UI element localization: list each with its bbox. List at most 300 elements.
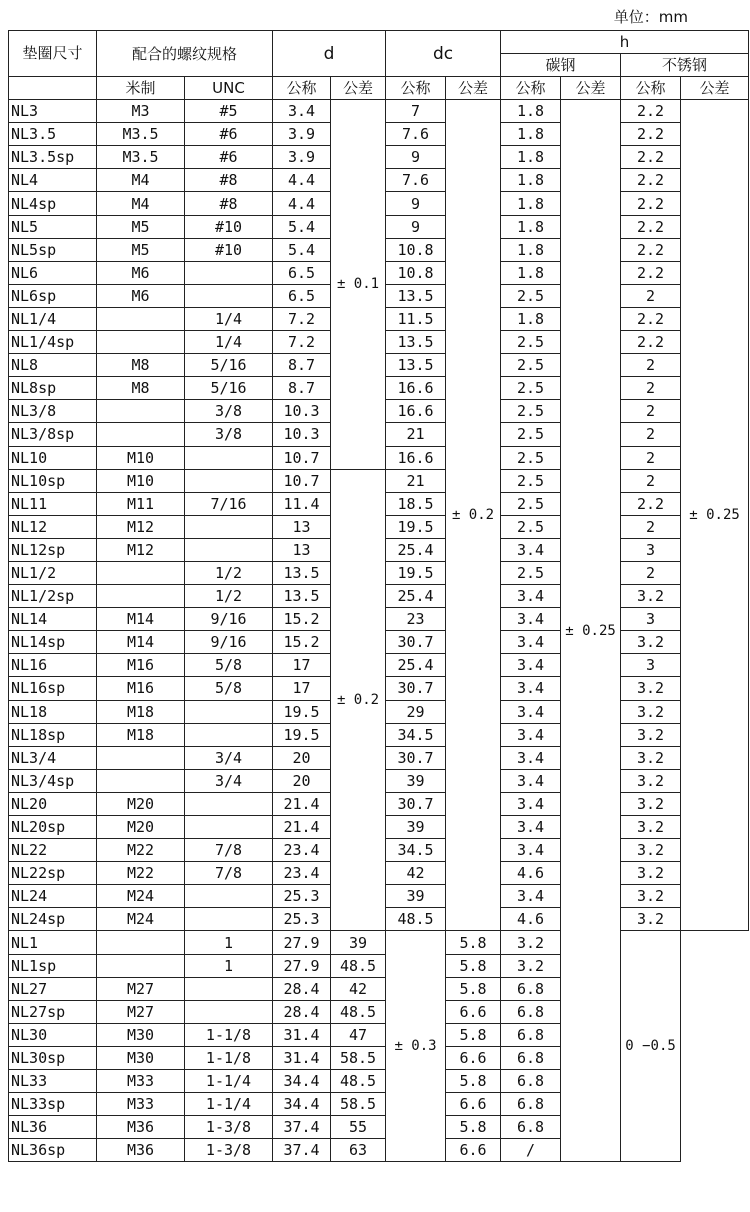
dc-tolerance-cell: ± 0.2 bbox=[446, 100, 501, 931]
h-stainless-nominal-cell: 3.2 bbox=[621, 792, 681, 815]
h-stainless-nominal-cell: 3.2 bbox=[621, 839, 681, 862]
washer-size-cell: NL24sp bbox=[9, 908, 97, 931]
h-stainless-nominal-cell: 2.2 bbox=[621, 215, 681, 238]
unc-thread-cell bbox=[185, 792, 273, 815]
h-stainless-nominal-cell: 3.2 bbox=[621, 677, 681, 700]
h-stainless-nominal-cell: 2.2 bbox=[621, 192, 681, 215]
metric-thread-cell: M3.5 bbox=[97, 146, 185, 169]
metric-thread-cell bbox=[97, 561, 185, 584]
metric-thread-cell: M12 bbox=[97, 515, 185, 538]
metric-thread-cell: M5 bbox=[97, 238, 185, 261]
unc-thread-cell: 1/2 bbox=[185, 585, 273, 608]
washer-size-cell: NL14sp bbox=[9, 631, 97, 654]
washer-size-cell: NL3/4sp bbox=[9, 769, 97, 792]
d-nominal-cell: 8.7 bbox=[273, 354, 331, 377]
dc-nominal-cell: 29 bbox=[386, 700, 446, 723]
dc-nominal-cell: 30.7 bbox=[386, 631, 446, 654]
metric-thread-cell bbox=[97, 954, 185, 977]
d-tolerance-cell: ± 0.2 bbox=[331, 469, 386, 931]
h-carbon-nominal-cell: 2.5 bbox=[501, 469, 561, 492]
washer-size-cell: NL3 bbox=[9, 100, 97, 123]
h-stainless-nominal-cell: 2 bbox=[621, 515, 681, 538]
d-nominal-cell: 3.9 bbox=[273, 146, 331, 169]
h-carbon-tolerance-cell: ± 0.25 bbox=[561, 100, 621, 1162]
dc-nominal-cell: 16.6 bbox=[386, 377, 446, 400]
h-stainless-nominal-cell: 3.2 bbox=[621, 700, 681, 723]
d-nominal-cell: 5.4 bbox=[273, 215, 331, 238]
d-nominal-cell: 23.4 bbox=[273, 862, 331, 885]
h-carbon-nominal-cell: 1.8 bbox=[501, 192, 561, 215]
washer-size-cell: NL18sp bbox=[9, 723, 97, 746]
unc-thread-cell bbox=[185, 700, 273, 723]
d-nominal-cell: 21.4 bbox=[273, 816, 331, 839]
d-nominal-cell: 4.4 bbox=[273, 169, 331, 192]
h-stainless-nominal-cell: 6.8 bbox=[501, 977, 561, 1000]
washer-size-cell: NL8sp bbox=[9, 377, 97, 400]
metric-thread-cell: M8 bbox=[97, 377, 185, 400]
dc-nominal-cell: 9 bbox=[386, 146, 446, 169]
unc-thread-cell: 9/16 bbox=[185, 608, 273, 631]
washer-size-cell: NL18 bbox=[9, 700, 97, 723]
h-carbon-nominal-cell: 6.6 bbox=[446, 1093, 501, 1116]
h-stainless-nominal-cell: 3 bbox=[621, 538, 681, 561]
d-nominal-cell: 7.2 bbox=[273, 331, 331, 354]
metric-thread-cell: M36 bbox=[97, 1116, 185, 1139]
header-washer-size: 垫圈尺寸 bbox=[9, 31, 97, 77]
d-nominal-cell: 34.4 bbox=[273, 1093, 331, 1116]
unc-thread-cell: 3/4 bbox=[185, 746, 273, 769]
unc-thread-cell: 7/16 bbox=[185, 492, 273, 515]
metric-thread-cell bbox=[97, 423, 185, 446]
washer-size-cell: NL1/4 bbox=[9, 307, 97, 330]
d-nominal-cell: 21.4 bbox=[273, 792, 331, 815]
h-stainless-nominal-cell: 3.2 bbox=[621, 862, 681, 885]
unc-thread-cell: #8 bbox=[185, 169, 273, 192]
metric-thread-cell: M30 bbox=[97, 1023, 185, 1046]
metric-thread-cell bbox=[97, 931, 185, 954]
metric-thread-cell: M10 bbox=[97, 446, 185, 469]
dc-tolerance-cell: ± 0.3 bbox=[386, 931, 446, 1162]
h-stainless-nominal-cell: 3 bbox=[621, 654, 681, 677]
d-nominal-cell: 20 bbox=[273, 746, 331, 769]
dc-nominal-cell: 10.8 bbox=[386, 238, 446, 261]
h-carbon-nominal-cell: 2.5 bbox=[501, 515, 561, 538]
h-carbon-nominal-cell: 3.4 bbox=[501, 538, 561, 561]
dc-nominal-cell: 7 bbox=[386, 100, 446, 123]
h-stainless-nominal-cell: 2 bbox=[621, 561, 681, 584]
h-carbon-nominal-cell: 4.6 bbox=[501, 862, 561, 885]
h-carbon-nominal-cell: 2.5 bbox=[501, 561, 561, 584]
h-carbon-nominal-cell: 1.8 bbox=[501, 307, 561, 330]
unc-thread-cell: 1-3/8 bbox=[185, 1139, 273, 1162]
d-nominal-cell: 27.9 bbox=[273, 954, 331, 977]
d-nominal-cell: 20 bbox=[273, 769, 331, 792]
washer-size-cell: NL1 bbox=[9, 931, 97, 954]
h-stainless-nominal-cell: 6.8 bbox=[501, 1023, 561, 1046]
washer-size-cell: NL1/2 bbox=[9, 561, 97, 584]
h-stainless-nominal-cell: 2.2 bbox=[621, 123, 681, 146]
h-stainless-nominal-cell: 6.8 bbox=[501, 1116, 561, 1139]
h-carbon-nominal-cell: 5.8 bbox=[446, 1116, 501, 1139]
d-nominal-cell: 3.4 bbox=[273, 100, 331, 123]
unc-thread-cell: 3/8 bbox=[185, 400, 273, 423]
washer-size-cell: NL10 bbox=[9, 446, 97, 469]
washer-size-cell: NL16sp bbox=[9, 677, 97, 700]
d-nominal-cell: 10.3 bbox=[273, 423, 331, 446]
unc-thread-cell: #8 bbox=[185, 192, 273, 215]
d-nominal-cell: 17 bbox=[273, 677, 331, 700]
header-h-carbon-nominal: 公称 bbox=[501, 77, 561, 100]
dc-nominal-cell: 30.7 bbox=[386, 792, 446, 815]
header-d-tolerance: 公差 bbox=[331, 77, 386, 100]
h-carbon-nominal-cell: 1.8 bbox=[501, 146, 561, 169]
h-carbon-nominal-cell: 2.5 bbox=[501, 331, 561, 354]
h-stainless-nominal-cell: 6.8 bbox=[501, 1046, 561, 1069]
dc-nominal-cell: 58.5 bbox=[331, 1093, 386, 1116]
d-nominal-cell: 19.5 bbox=[273, 723, 331, 746]
dc-nominal-cell: 39 bbox=[386, 769, 446, 792]
washer-size-cell: NL4 bbox=[9, 169, 97, 192]
h-carbon-nominal-cell: 3.4 bbox=[501, 631, 561, 654]
d-nominal-cell: 6.5 bbox=[273, 284, 331, 307]
d-nominal-cell: 34.4 bbox=[273, 1070, 331, 1093]
dc-nominal-cell: 7.6 bbox=[386, 123, 446, 146]
washer-size-cell: NL33 bbox=[9, 1070, 97, 1093]
dc-nominal-cell: 9 bbox=[386, 192, 446, 215]
dc-nominal-cell: 18.5 bbox=[386, 492, 446, 515]
washer-size-cell: NL6 bbox=[9, 261, 97, 284]
unc-thread-cell: 1/4 bbox=[185, 331, 273, 354]
h-carbon-nominal-cell: 2.5 bbox=[501, 423, 561, 446]
h-stainless-nominal-cell: 3 bbox=[621, 608, 681, 631]
header-d-nominal: 公称 bbox=[273, 77, 331, 100]
washer-size-cell: NL3/4 bbox=[9, 746, 97, 769]
metric-thread-cell: M22 bbox=[97, 862, 185, 885]
metric-thread-cell: M14 bbox=[97, 631, 185, 654]
washer-size-cell: NL6sp bbox=[9, 284, 97, 307]
dc-nominal-cell: 19.5 bbox=[386, 561, 446, 584]
unc-thread-cell: 3/4 bbox=[185, 769, 273, 792]
h-carbon-nominal-cell: 3.4 bbox=[501, 654, 561, 677]
h-carbon-nominal-cell: 1.8 bbox=[501, 100, 561, 123]
dc-nominal-cell: 19.5 bbox=[386, 515, 446, 538]
dc-nominal-cell: 42 bbox=[386, 862, 446, 885]
metric-thread-cell: M3 bbox=[97, 100, 185, 123]
h-stainless-nominal-cell: 2 bbox=[621, 354, 681, 377]
h-carbon-nominal-cell: 1.8 bbox=[501, 123, 561, 146]
d-nominal-cell: 17 bbox=[273, 654, 331, 677]
h-carbon-nominal-cell: 2.5 bbox=[501, 354, 561, 377]
d-nominal-cell: 10.3 bbox=[273, 400, 331, 423]
d-nominal-cell: 13.5 bbox=[273, 561, 331, 584]
metric-thread-cell: M12 bbox=[97, 538, 185, 561]
dc-nominal-cell: 34.5 bbox=[386, 723, 446, 746]
h-carbon-nominal-cell: 3.4 bbox=[501, 585, 561, 608]
h-stainless-nominal-cell: 2 bbox=[621, 423, 681, 446]
washer-size-cell: NL5 bbox=[9, 215, 97, 238]
h-stainless-nominal-cell: 2 bbox=[621, 284, 681, 307]
header-thread-spec: 配合的螺纹规格 bbox=[97, 31, 273, 77]
h-carbon-nominal-cell: 2.5 bbox=[501, 492, 561, 515]
washer-size-cell: NL11 bbox=[9, 492, 97, 515]
metric-thread-cell: M27 bbox=[97, 1000, 185, 1023]
unc-thread-cell bbox=[185, 284, 273, 307]
dc-nominal-cell: 23 bbox=[386, 608, 446, 631]
d-nominal-cell: 13 bbox=[273, 538, 331, 561]
metric-thread-cell: M36 bbox=[97, 1139, 185, 1162]
washer-size-cell: NL12sp bbox=[9, 538, 97, 561]
unc-thread-cell: #10 bbox=[185, 238, 273, 261]
table-row bbox=[9, 931, 749, 954]
unc-thread-cell bbox=[185, 1000, 273, 1023]
washer-spec-table bbox=[8, 30, 749, 1162]
unc-thread-cell bbox=[185, 816, 273, 839]
unc-thread-cell: 1 bbox=[185, 931, 273, 954]
d-nominal-cell: 7.2 bbox=[273, 307, 331, 330]
h-carbon-nominal-cell: 5.8 bbox=[446, 931, 501, 954]
metric-thread-cell: M10 bbox=[97, 469, 185, 492]
unc-thread-cell bbox=[185, 538, 273, 561]
d-nominal-cell: 19.5 bbox=[273, 700, 331, 723]
dc-nominal-cell: 9 bbox=[386, 215, 446, 238]
h-stainless-nominal-cell: 6.8 bbox=[501, 1093, 561, 1116]
unc-thread-cell: 7/8 bbox=[185, 862, 273, 885]
d-nominal-cell: 13 bbox=[273, 515, 331, 538]
header-blank bbox=[9, 77, 97, 100]
dc-nominal-cell: 10.8 bbox=[386, 261, 446, 284]
h-stainless-nominal-cell: 2.2 bbox=[621, 100, 681, 123]
d-nominal-cell: 31.4 bbox=[273, 1023, 331, 1046]
unc-thread-cell: 7/8 bbox=[185, 839, 273, 862]
h-stainless-nominal-cell: 3.2 bbox=[621, 723, 681, 746]
unc-thread-cell: 1-1/8 bbox=[185, 1046, 273, 1069]
metric-thread-cell: M18 bbox=[97, 700, 185, 723]
metric-thread-cell: M18 bbox=[97, 723, 185, 746]
d-nominal-cell: 37.4 bbox=[273, 1139, 331, 1162]
washer-size-cell: NL20sp bbox=[9, 816, 97, 839]
header-carbon-steel: 碳钢 bbox=[501, 54, 621, 77]
unc-thread-cell bbox=[185, 908, 273, 931]
washer-size-cell: NL10sp bbox=[9, 469, 97, 492]
header-d: d bbox=[273, 31, 386, 77]
d-nominal-cell: 8.7 bbox=[273, 377, 331, 400]
dc-nominal-cell: 48.5 bbox=[331, 1070, 386, 1093]
h-stainless-nominal-cell: 3.2 bbox=[621, 816, 681, 839]
h-carbon-nominal-cell: 2.5 bbox=[501, 446, 561, 469]
d-nominal-cell: 25.3 bbox=[273, 885, 331, 908]
dc-nominal-cell: 34.5 bbox=[386, 839, 446, 862]
h-stainless-nominal-cell: 3.2 bbox=[501, 954, 561, 977]
dc-nominal-cell: 25.4 bbox=[386, 654, 446, 677]
metric-thread-cell: M27 bbox=[97, 977, 185, 1000]
metric-thread-cell: M4 bbox=[97, 192, 185, 215]
d-nominal-cell: 6.5 bbox=[273, 261, 331, 284]
h-stainless-nominal-cell: 2.2 bbox=[621, 261, 681, 284]
dc-nominal-cell: 39 bbox=[331, 931, 386, 954]
dc-nominal-cell: 47 bbox=[331, 1023, 386, 1046]
h-stainless-nominal-cell: 2 bbox=[621, 400, 681, 423]
header-row-1 bbox=[9, 31, 749, 54]
h-carbon-nominal-cell: 3.4 bbox=[501, 792, 561, 815]
unc-thread-cell: #6 bbox=[185, 146, 273, 169]
metric-thread-cell: M20 bbox=[97, 792, 185, 815]
h-carbon-nominal-cell: 3.4 bbox=[501, 816, 561, 839]
dc-nominal-cell: 25.4 bbox=[386, 538, 446, 561]
unc-thread-cell: #6 bbox=[185, 123, 273, 146]
header-dc: dc bbox=[386, 31, 501, 77]
d-nominal-cell: 3.9 bbox=[273, 123, 331, 146]
d-nominal-cell: 31.4 bbox=[273, 1046, 331, 1069]
washer-size-cell: NL3.5sp bbox=[9, 146, 97, 169]
metric-thread-cell: M16 bbox=[97, 677, 185, 700]
washer-size-cell: NL8 bbox=[9, 354, 97, 377]
header-stainless-steel: 不锈钢 bbox=[621, 54, 749, 77]
unc-thread-cell bbox=[185, 885, 273, 908]
d-nominal-cell: 4.4 bbox=[273, 192, 331, 215]
dc-nominal-cell: 39 bbox=[386, 816, 446, 839]
dc-nominal-cell: 7.6 bbox=[386, 169, 446, 192]
metric-thread-cell bbox=[97, 307, 185, 330]
unc-thread-cell: #10 bbox=[185, 215, 273, 238]
h-carbon-nominal-cell: 6.6 bbox=[446, 1139, 501, 1162]
header-h-carbon-tolerance: 公差 bbox=[561, 77, 621, 100]
dc-nominal-cell: 16.6 bbox=[386, 446, 446, 469]
table-row bbox=[9, 100, 749, 123]
metric-thread-cell: M6 bbox=[97, 261, 185, 284]
washer-size-cell: NL30 bbox=[9, 1023, 97, 1046]
washer-size-cell: NL4sp bbox=[9, 192, 97, 215]
header-dc-nominal: 公称 bbox=[386, 77, 446, 100]
washer-size-cell: NL30sp bbox=[9, 1046, 97, 1069]
h-carbon-nominal-cell: 3.4 bbox=[501, 769, 561, 792]
h-carbon-nominal-cell: 6.6 bbox=[446, 1000, 501, 1023]
h-carbon-nominal-cell: 2.5 bbox=[501, 284, 561, 307]
h-carbon-nominal-cell: 1.8 bbox=[501, 169, 561, 192]
metric-thread-cell bbox=[97, 400, 185, 423]
unc-thread-cell: 5/8 bbox=[185, 677, 273, 700]
h-carbon-nominal-cell: 3.4 bbox=[501, 700, 561, 723]
h-carbon-nominal-cell: 2.5 bbox=[501, 400, 561, 423]
dc-nominal-cell: 13.5 bbox=[386, 354, 446, 377]
d-nominal-cell: 10.7 bbox=[273, 469, 331, 492]
d-nominal-cell: 37.4 bbox=[273, 1116, 331, 1139]
h-stainless-nominal-cell: 3.2 bbox=[621, 908, 681, 931]
h-stainless-nominal-cell: 2.2 bbox=[621, 492, 681, 515]
washer-size-cell: NL36sp bbox=[9, 1139, 97, 1162]
dc-nominal-cell: 13.5 bbox=[386, 284, 446, 307]
d-nominal-cell: 5.4 bbox=[273, 238, 331, 261]
header-h-stainless-tolerance: 公差 bbox=[681, 77, 749, 100]
dc-nominal-cell: 48.5 bbox=[331, 1000, 386, 1023]
unc-thread-cell: #5 bbox=[185, 100, 273, 123]
h-carbon-nominal-cell: 3.4 bbox=[501, 746, 561, 769]
h-stainless-nominal-cell: 3.2 bbox=[621, 746, 681, 769]
h-carbon-nominal-cell: 3.4 bbox=[501, 839, 561, 862]
metric-thread-cell: M33 bbox=[97, 1070, 185, 1093]
d-nominal-cell: 27.9 bbox=[273, 931, 331, 954]
unc-thread-cell: 3/8 bbox=[185, 423, 273, 446]
h-stainless-nominal-cell: 3.2 bbox=[501, 931, 561, 954]
h-carbon-nominal-cell: 5.8 bbox=[446, 977, 501, 1000]
h-carbon-nominal-cell: 5.8 bbox=[446, 1023, 501, 1046]
h-stainless-nominal-cell: 3.2 bbox=[621, 631, 681, 654]
h-carbon-nominal-cell: 6.6 bbox=[446, 1046, 501, 1069]
metric-thread-cell: M16 bbox=[97, 654, 185, 677]
washer-size-cell: NL22sp bbox=[9, 862, 97, 885]
washer-size-cell: NL3/8 bbox=[9, 400, 97, 423]
washer-size-cell: NL22 bbox=[9, 839, 97, 862]
d-nominal-cell: 13.5 bbox=[273, 585, 331, 608]
header-dc-tolerance: 公差 bbox=[446, 77, 501, 100]
metric-thread-cell: M33 bbox=[97, 1093, 185, 1116]
h-stainless-nominal-cell: / bbox=[501, 1139, 561, 1162]
h-stainless-nominal-cell: 2.2 bbox=[621, 169, 681, 192]
header-unc: UNC bbox=[185, 77, 273, 100]
h-carbon-nominal-cell: 1.8 bbox=[501, 261, 561, 284]
h-carbon-nominal-cell: 2.5 bbox=[501, 377, 561, 400]
unc-thread-cell: 1-3/8 bbox=[185, 1116, 273, 1139]
h-carbon-nominal-cell: 4.6 bbox=[501, 908, 561, 931]
h-stainless-nominal-cell: 3.2 bbox=[621, 769, 681, 792]
unc-thread-cell bbox=[185, 977, 273, 1000]
metric-thread-cell: M20 bbox=[97, 816, 185, 839]
d-nominal-cell: 15.2 bbox=[273, 631, 331, 654]
h-stainless-nominal-cell: 2.2 bbox=[621, 307, 681, 330]
metric-thread-cell: M14 bbox=[97, 608, 185, 631]
d-nominal-cell: 10.7 bbox=[273, 446, 331, 469]
dc-nominal-cell: 39 bbox=[386, 885, 446, 908]
washer-size-cell: NL33sp bbox=[9, 1093, 97, 1116]
metric-thread-cell: M24 bbox=[97, 908, 185, 931]
metric-thread-cell: M4 bbox=[97, 169, 185, 192]
unc-thread-cell: 1/4 bbox=[185, 307, 273, 330]
h-carbon-nominal-cell: 1.8 bbox=[501, 238, 561, 261]
washer-size-cell: NL1/4sp bbox=[9, 331, 97, 354]
d-nominal-cell: 25.3 bbox=[273, 908, 331, 931]
dc-nominal-cell: 42 bbox=[331, 977, 386, 1000]
h-stainless-nominal-cell: 2 bbox=[621, 446, 681, 469]
washer-size-cell: NL16 bbox=[9, 654, 97, 677]
d-nominal-cell: 23.4 bbox=[273, 839, 331, 862]
h-stainless-nominal-cell: 2 bbox=[621, 377, 681, 400]
h-stainless-nominal-cell: 6.8 bbox=[501, 1000, 561, 1023]
h-carbon-nominal-cell: 5.8 bbox=[446, 954, 501, 977]
dc-nominal-cell: 13.5 bbox=[386, 331, 446, 354]
h-stainless-nominal-cell: 3.2 bbox=[621, 585, 681, 608]
washer-size-cell: NL24 bbox=[9, 885, 97, 908]
washer-size-cell: NL1/2sp bbox=[9, 585, 97, 608]
unc-thread-cell bbox=[185, 723, 273, 746]
unc-thread-cell: 5/16 bbox=[185, 354, 273, 377]
metric-thread-cell: M22 bbox=[97, 839, 185, 862]
unc-thread-cell bbox=[185, 515, 273, 538]
table-row bbox=[9, 469, 749, 492]
metric-thread-cell: M11 bbox=[97, 492, 185, 515]
metric-thread-cell bbox=[97, 769, 185, 792]
washer-size-cell: NL36 bbox=[9, 1116, 97, 1139]
metric-thread-cell: M8 bbox=[97, 354, 185, 377]
h-carbon-nominal-cell: 3.4 bbox=[501, 723, 561, 746]
h-carbon-nominal-cell: 5.8 bbox=[446, 1070, 501, 1093]
dc-nominal-cell: 48.5 bbox=[386, 908, 446, 931]
d-tolerance-cell: ± 0.1 bbox=[331, 100, 386, 470]
dc-nominal-cell: 21 bbox=[386, 469, 446, 492]
washer-size-cell: NL1sp bbox=[9, 954, 97, 977]
h-stainless-nominal-cell: 2.2 bbox=[621, 238, 681, 261]
d-nominal-cell: 11.4 bbox=[273, 492, 331, 515]
unc-thread-cell: 1-1/4 bbox=[185, 1070, 273, 1093]
d-nominal-cell: 28.4 bbox=[273, 1000, 331, 1023]
